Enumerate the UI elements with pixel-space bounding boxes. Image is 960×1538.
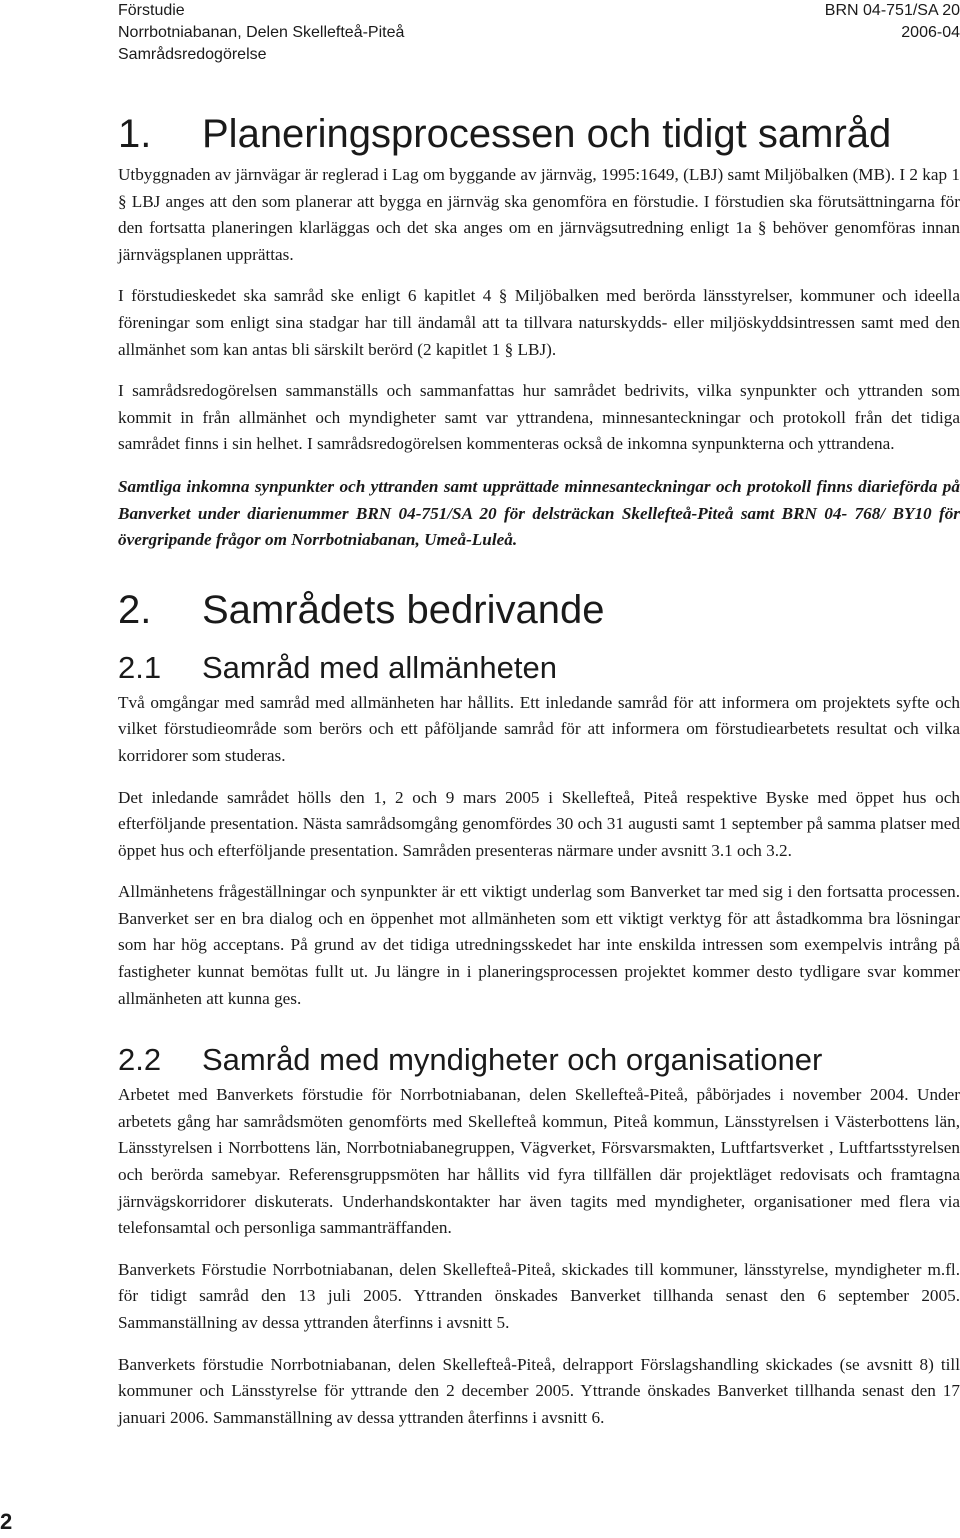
header-project-name: Norrbotniabanan, Delen Skellefteå-Piteå [118,24,405,41]
header-report-name: Samrådsredogörelse [118,46,267,63]
paragraph: Allmänhetens frågeställningar och synpunkter är ett viktigt underlag som Banverket tar med sig i den fortsatta processen. Banverket ser en bra dialog och en öppenhet mot allmänheten som ett viktigt verktyg för att åstadkomma bra lösningar som har hög acceptans. På grund av det tidiga utredningsskedet har inte enskilda intressen som exempelvis intrång på fastigheter kunnat bemötas fullt ut. Ju längre in i planeringsprocessen projektet kommer desto tydligare svar kommer allmänheten att kunna ges. [118,882,960,1008]
section-2-number: 2. [118,587,152,632]
section-2-2-heading [118,1040,960,1080]
section-2-1-title: Samråd med allmänheten [202,649,557,685]
paragraph: Arbetet med Banverkets förstudie för Norrbotniabanan, delen Skellefteå-Piteå, påbörjades i november 2004. Under arbetets gång har samrådsmöten genomförts med Skellefteå kommun, Piteå kommun, Länsstyrelsen i Västerbottens län, Länsstyrelsen i Norrbottens län, Norrbotniabanegruppen, Vägverket, Försvarsmakten, Luftfartsverket , Luftfartsstyrelsen och berörda samebyar. Referensgruppsmöten har hållits vid fyra tillfällen där projektläget redovisats och framtagna järnvägskorridorer diskuterats. Underhandskontakter har även tagits med myndigheter, organisationer med flera via telefonsamtal och personliga sammanträffanden. [118,1085,960,1238]
paragraph: I förstudieskedet ska samråd ske enligt 6 kapitlet 4 § Miljöbalken med berörda länsstyrelser, kommuner och ideella föreningar som enligt sina stadgar har till ändamål att ta tillvara naturskydds- eller miljöskyddsintressen samt med den allmänhet som kan antas bli särskilt berörd (2 kapitlet 1 § LBJ). [118,286,960,359]
header-document-type: Förstudie [118,2,185,19]
section-2-1-number: 2.1 [118,649,162,685]
section-2-heading [118,584,960,636]
section-2-2-number: 2.2 [118,1042,162,1078]
section-1-title: Planeringsprocessen och tidigt samråd [202,112,892,156]
page-header-left [118,0,404,66]
section-1-heading [118,108,960,160]
section-2-title: Samrådets bedrivande [202,587,605,632]
paragraph: Banverkets Förstudie Norrbotniabanan, delen Skellefteå-Piteå, skickades till kommuner, länsstyrelse, myndigheter m.fl. för tidigt samråd den 13 juli 2005. Yttranden önskades Banverket tillhanda senast den 6 september 2005. Sammanställning av dessa yttranden återfinns i avsnitt 5. [118,1259,960,1332]
paragraph: Det inledande samrådet hölls den 1, 2 och 9 mars 2005 i Skellefteå, Piteå respektive Byske med öppet hus och efterföljande presentation. Nästa samrådsomgång genomfördes 30 och 31 augusti samt 1 september på samma platser med öppet hus och efterföljande presentation. Samråden presenteras närmare under avsnitt 3.1 och 3.2. [118,787,960,860]
section-2-2-title: Samråd med myndigheter och organisationer [202,1042,823,1078]
paragraph: Två omgångar med samråd med allmänheten har hållits. Ett inledande samråd för att informera om projektets syfte och vilket förstudieområde som berörs och ett påföljande samråd för att informera om förstudiearbetets resultat och vilka korridorer som studeras. [118,692,960,765]
document-body [118,108,960,1431]
paragraph: Utbyggnaden av järnvägar är reglerad i Lag om byggande av järnväg, 1995:1649, (LBJ) samt Miljöbalken (MB). I 2 kap 1 § LBJ anges att den som planerar att bygga en järnväg ska genomföra en förstudie. I förstudien ska förutsättningarna för den fortsatta planeringen klarläggas och det ska anges om en järnvägsutredning enligt 1a § behöver genomföras innan järnvägsplanen upprättas. [118,165,960,264]
header-date: 2006-04 [901,24,960,41]
header-diary-number: BRN 04-751/SA 20 [824,2,960,19]
paragraph: I samrådsredogörelsen sammanställs och sammanfattas hur samrådet bedrivits, vilka synpunkter och yttranden som kommit in från allmänhet och myndigheter samt var yttrandena, minnesanteckningar och protokoll från det tidiga samrådet finns i sin helhet. I samrådsredogörelsen kommenteras också de inkomna synpunkterna och yttrandena. [118,381,960,454]
page-number: 2 [0,1509,13,1534]
paragraph: Banverkets förstudie Norrbotniabanan, delen Skellefteå-Piteå, delrapport Förslagshandling skickades (se avsnitt 8) till kommuner och Länsstyrelse för yttrande den 2 december 2005. Yttrande önskades Banverket tillhanda senast den 17 januari 2006. Sammanställning av dessa yttranden återfinns i avsnitt 6. [118,1354,960,1427]
page-header-right [825,0,960,44]
section-1-number: 1. [118,112,152,156]
emphasis-paragraph: Samtliga inkomna synpunkter och yttranden samt upprättade minnesanteckningar och protokoll finns diarieförda på Banverket under diarienummer BRN 04-751/SA 20 för delsträckan Skellefteå-Piteå samt BRN 04- 768/ BY10 för övergripande frågor om Norrbotniabanan, Umeå-Luleå. [118,476,960,550]
section-2-1-heading [118,648,960,688]
